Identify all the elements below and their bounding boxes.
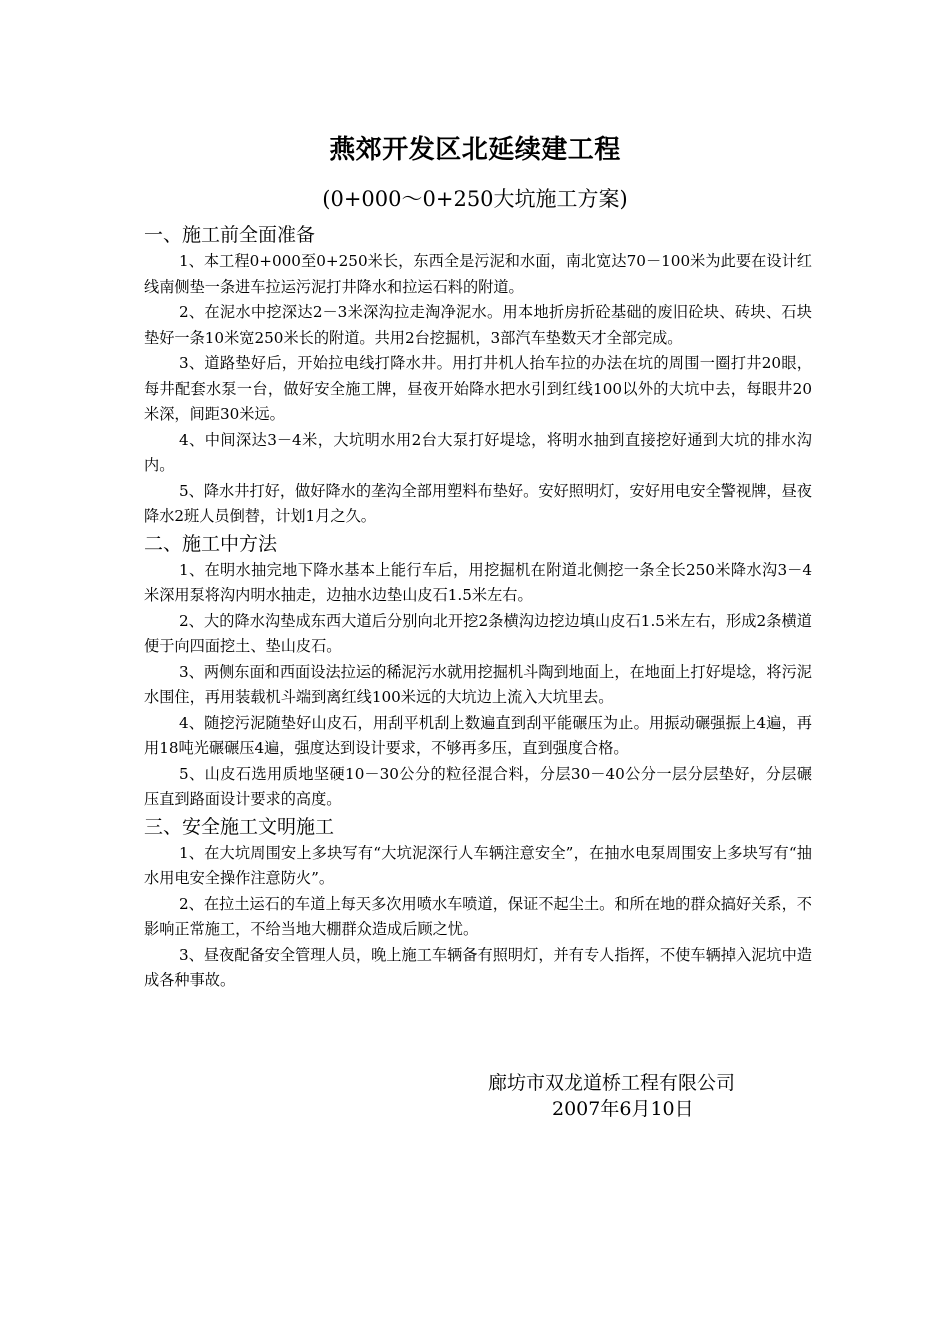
section-preparation <box>144 221 812 530</box>
section-heading: 二、施工中方法 <box>144 532 278 555</box>
paragraph: 1、本工程0+000至0+250米长，东西全是污泥和水面，南北宽达70－100米为此要在设计红线南侧垫一条进车拉运污泥打井降水和拉运石料的附道。 <box>144 252 812 296</box>
paragraph: 4、中间深达3－4米，大坑明水用2台大泵打好堤埝，将明水抽到直接挖好通到大坑的排水沟内。 <box>144 430 812 474</box>
document-subtitle: (0+000～0+250大坑施工方案) <box>322 187 628 211</box>
section-methods <box>144 530 812 813</box>
section-safety <box>144 813 812 994</box>
paragraph: 2、在泥水中挖深达2－3米深沟拉走淘净泥水。用本地折房折砼基础的废旧砼块、砖块、石块垫好一条10米宽250米长的附道。共用2台挖掘机，3部汽车垫数天才全部完成。 <box>144 303 812 347</box>
signature-company: 廊坊市双龙道桥工程有限公司 <box>488 1072 736 1094</box>
section-heading: 一、施工前全面准备 <box>144 224 316 246</box>
paragraph: 4、随挖污泥随垫好山皮石，用刮平机刮上数遍直到刮平能碾压为止。用振动碾强振上4遍，再用18吨光碾碾压4遍，强度达到设计要求，不够再多压，直到强度合格。 <box>144 713 812 757</box>
document-title: 燕郊开发区北延续建工程 <box>329 135 621 165</box>
paragraph: 5、降水井打好，做好降水的垄沟全部用塑料布垫好。安好照明灯，安好用电安全警视牌，昼夜降水2班人员倒替，计划1月之久。 <box>144 481 812 525</box>
paragraph: 3、昼夜配备安全管理人员，晚上施工车辆备有照明灯，并有专人指挥，不使车辆掉入泥坑中造成各种事故。 <box>144 945 812 989</box>
signature-date: 2007年6月10日 <box>552 1098 694 1120</box>
paragraph: 3、道路垫好后，开始拉电线打降水井。用打井机人抬车拉的办法在坑的周围一圈打井20眼，每井配套水泵一台，做好安全施工牌，昼夜开始降水把水引到红线100以外的大坑中去，每眼井20米深，间距30米远。 <box>144 354 812 423</box>
section-heading: 三、安全施工文明施工 <box>144 815 335 838</box>
paragraph: 1、在大坑周围安上多块写有“大坑泥深行人车辆注意安全”，在抽水电泵周围安上多块写有“抽水用电安全操作注意防火”。 <box>144 843 812 887</box>
paragraph: 1、在明水抽完地下降水基本上能行车后，用挖掘机在附道北侧挖一条全长250米降水沟3－4米深用泵将沟内明水抽走，边抽水边垫山皮石1.5米左右。 <box>144 560 812 604</box>
paragraph: 2、大的降水沟垫成东西大道后分别向北开挖2条横沟边挖边填山皮石1.5米左右，形成2条横道便于向四面挖土、垫山皮石。 <box>144 611 812 655</box>
paragraph: 3、两侧东面和西面设法拉运的稀泥污水就用挖掘机斗陶到地面上，在地面上打好堤埝，将污泥水围住，再用装载机斗端到离红线100米远的大坑边上流入大坑里去。 <box>144 662 812 706</box>
document-body <box>144 221 812 994</box>
paragraph: 5、山皮石选用质地坚硬10－30公分的粒径混合料，分层30－40公分一层分层垫好，分层碾压直到路面设计要求的高度。 <box>144 764 812 808</box>
paragraph: 2、在拉土运石的车道上每天多次用喷水车喷道，保证不起尘土。和所在地的群众搞好关系，不影响正常施工，不给当地大棚群众造成后顾之忧。 <box>144 894 812 938</box>
